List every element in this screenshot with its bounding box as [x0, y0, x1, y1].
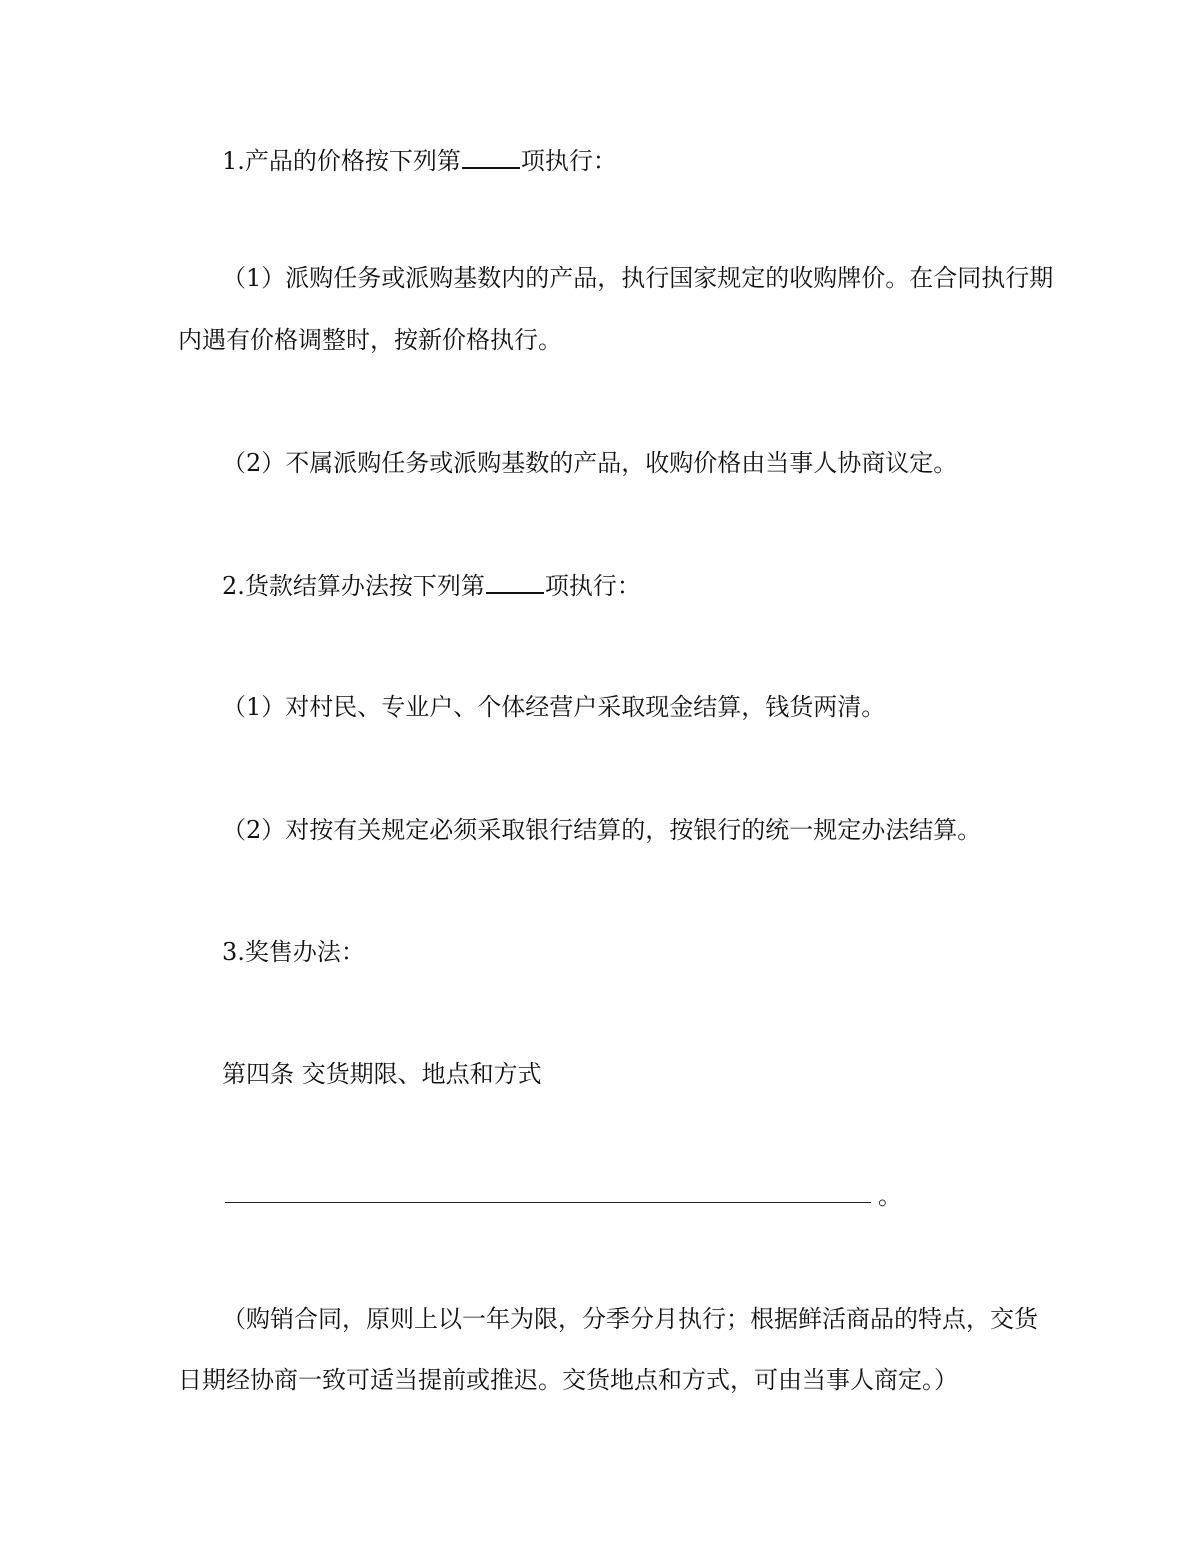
sales-reward-clause: 3.奖售办法： — [222, 938, 365, 966]
price-option-blank[interactable] — [462, 145, 520, 169]
payment-clause-suffix: 项执行： — [544, 572, 641, 600]
payment-clause-prefix: 2.货款结算办法按下列第 — [222, 572, 485, 600]
note-line-2: 日期经协商一致可适当提前或推迟。交货地点和方式，可由当事人商定。） — [178, 1366, 958, 1394]
article-4-title: 第四条 交货期限、地点和方式 — [222, 1060, 542, 1088]
payment-option-1: （1）对村民、专业户、个体经营户采取现金结算，钱货两清。 — [222, 693, 886, 721]
price-option-1-line-1: （1）派购任务或派购基数内的产品，执行国家规定的收购牌价。在合同执行期 — [222, 264, 1054, 292]
price-option-2: （2）不属派购任务或派购基数的产品，收购价格由当事人协商议定。 — [222, 449, 958, 477]
payment-option-2: （2）对按有关规定必须采取银行结算的，按银行的统一规定办法结算。 — [222, 816, 982, 844]
price-clause-prefix: 1.产品的价格按下列第 — [222, 147, 461, 175]
price-clause-suffix: 项执行： — [520, 147, 617, 175]
note-line-1: （购销合同，原则上以一年为限，分季分月执行；根据鲜活商品的特点，交货 — [222, 1305, 1038, 1333]
delivery-fill-end-mark: 。 — [878, 1182, 902, 1210]
price-option-1-line-2: 内遇有价格调整时，按新价格执行。 — [178, 326, 562, 354]
price-clause — [222, 145, 617, 176]
payment-clause — [222, 570, 641, 601]
delivery-fill-in-line[interactable] — [225, 1202, 871, 1203]
payment-option-blank[interactable] — [486, 570, 544, 594]
